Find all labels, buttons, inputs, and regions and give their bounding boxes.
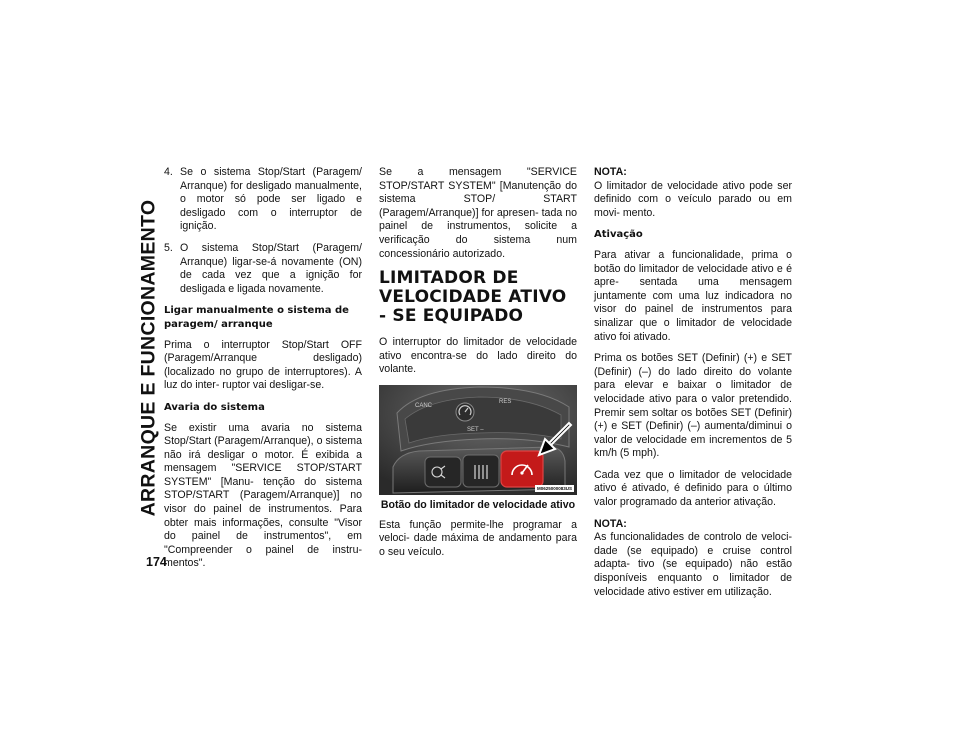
paragraph: Esta função permite-lhe programar a veloci- dade máxima de andamento para o seu veículo. bbox=[379, 518, 577, 558]
figure-speed-limiter-button bbox=[379, 385, 577, 495]
set-label: SET – bbox=[467, 426, 484, 433]
section-title: ARRANQUE E FUNCIONAMENTO bbox=[137, 199, 160, 517]
figure-caption: Botão do limitador de velocidade ativo bbox=[380, 498, 576, 511]
list-item bbox=[164, 242, 362, 296]
note-text: As funcionalidades de controlo de veloci- dade (se equipado) e cruise control adapta- tivo (se equipado) não estão disponíveis enquanto o limitador de velocidade ativo estiver em utilização. bbox=[594, 531, 792, 598]
list-item bbox=[164, 166, 362, 234]
figure-code: M0625000083US bbox=[536, 485, 572, 491]
section-side-tab bbox=[138, 168, 160, 548]
steering-wheel-switch-illustration bbox=[379, 385, 577, 495]
driver-assist-button bbox=[425, 457, 461, 487]
paragraph: O interruptor do limitador de velocidade ativo encontra-se do lado direito do volante. bbox=[379, 336, 577, 376]
subheading-activation: Ativação bbox=[594, 229, 643, 241]
paragraph: Cada vez que o limitador de velocidade ativo é ativado, é definido para o último valor programado da anterior ativação. bbox=[594, 468, 792, 509]
column-2 bbox=[379, 166, 577, 567]
column-1 bbox=[164, 166, 362, 579]
res-label: RES bbox=[499, 398, 512, 405]
note-text: O limitador de velocidade ativo pode ser definido com o veículo parado ou em movi- mento. bbox=[594, 179, 792, 219]
list-item-text: Se o sistema Stop/Start (Paragem/ Arranque) for desligado manualmente, o motor só pode ser ligado e desligado com o interruptor de ignição. bbox=[180, 166, 362, 233]
note-label: NOTA: bbox=[594, 166, 627, 178]
list-item-number: 4. bbox=[164, 166, 173, 178]
speed-limiter-button bbox=[501, 451, 543, 487]
subheading-system-fault: Avaria do sistema bbox=[164, 401, 265, 413]
paragraph: Se existir uma avaria no sistema Stop/Start (Paragem/Arranque), o sistema não irá desligar o motor. É exibida a mensagem "SERVICE STOP/START SYSTEM" [Manu- tenção do sistema STOP/START (Paragem/Arranque)] no visor do painel de instrumentos. Para obter mais informações, consulte "Visor do painel de instrumentos", em "Compreender o painel de instru- mentos". bbox=[164, 421, 362, 570]
paragraph: Prima os botões SET (Definir) (+) e SET (Definir) (–) do lado direito do volante para elevar e baixar o limitador de velocidade ativo para o valor pretendido. Premir sem soltar os botões SET (Definir) (+) e SET (Definir) (–) aumenta/diminui o valor de velocidade em incrementos de 5 km/h (5 mph). bbox=[594, 352, 792, 460]
paragraph: Para ativar a funcionalidade, prima o botão do limitador de velocidade ativo e é apre- sentada uma mensagem juntamente com uma luz indicadora no visor do painel de instrumentos para sinalizar que o limitador de velocidade ativo foi ativado. bbox=[594, 248, 792, 343]
section-heading: LIMITADOR DE VELOCIDADE ATIVO - SE EQUIPADO bbox=[379, 268, 567, 327]
subheading-manual-start: Ligar manualmente o sistema de paragem/ arranque bbox=[164, 305, 349, 330]
canc-label: CANC bbox=[415, 402, 433, 409]
column-3 bbox=[594, 166, 792, 607]
paragraph: Prima o interruptor Stop/Start OFF (Paragem/Arranque desligado) (localizado no grupo de interruptores). A luz do inter- ruptor vai desligar-se. bbox=[164, 338, 362, 392]
distance-button bbox=[463, 455, 499, 487]
list-item-number: 5. bbox=[164, 241, 173, 254]
page-number: 174 bbox=[146, 555, 167, 569]
paragraph: Se a mensagem "SERVICE STOP/START SYSTEM" [Manutenção do sistema STOP/ START (Paragem/Arranque)] for apresen- tada no painel de instrumentos, solicite a verificação do sistema num concessionário autorizado. bbox=[379, 166, 577, 260]
note-label: NOTA: bbox=[594, 517, 627, 530]
list-item-text: O sistema Stop/Start (Paragem/ Arranque) ligar-se-á novamente (ON) de cada vez que a ignição for desligada e ligada novamente. bbox=[180, 241, 362, 295]
